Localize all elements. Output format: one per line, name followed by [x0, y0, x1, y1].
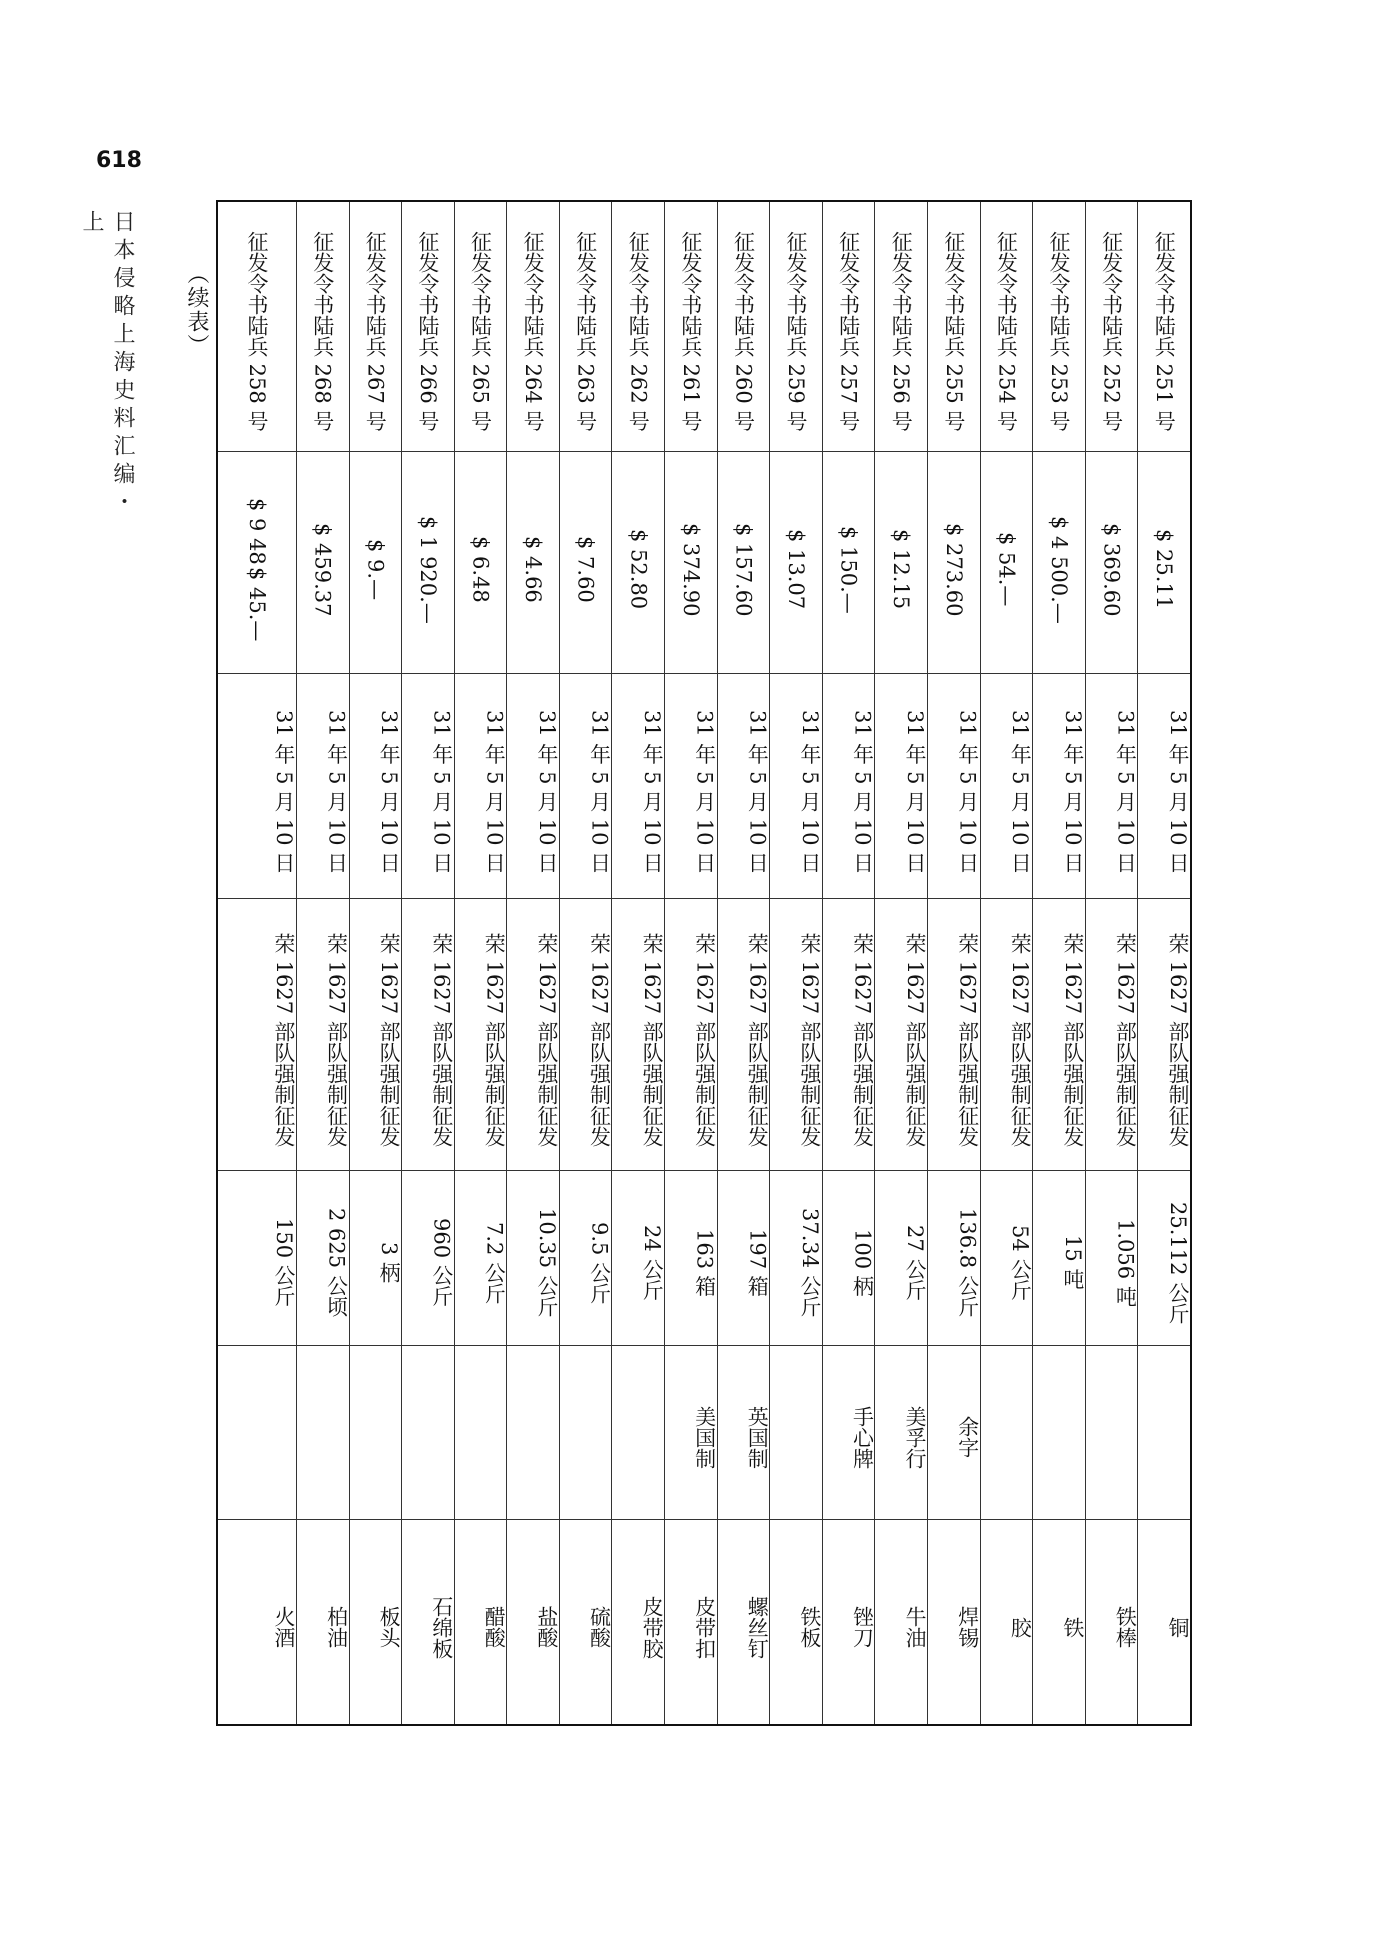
table-row	[822, 202, 875, 1724]
brand-cell	[770, 1346, 822, 1521]
document-cell: 征发令书陆兵 262 号	[612, 202, 664, 452]
document-cell: 征发令书陆兵 251 号	[1138, 202, 1190, 452]
amount-value: $ 9.—	[363, 538, 388, 601]
date-cell: 31 年 5 月 10 日	[665, 674, 717, 899]
brand-cell: 美国制	[665, 1346, 717, 1521]
item-cell: 铜	[1166, 1616, 1190, 1638]
document-cell: 征发令书陆兵 266 号	[402, 202, 454, 452]
amount-value: $ 7.60	[573, 536, 598, 603]
quantity-cell: 163 箱	[665, 1171, 717, 1346]
table-row	[1085, 202, 1138, 1724]
table-row	[874, 202, 927, 1724]
date-cell: 31 年 5 月 10 日	[928, 674, 980, 899]
document-cell: 征发令书陆兵 254 号	[981, 202, 1033, 452]
item-cell: 铁板	[797, 1606, 822, 1649]
document-cell: 征发令书陆兵 257 号	[823, 202, 875, 452]
item-cell: 牛油	[903, 1606, 928, 1649]
quantity-cell: 10.35 公斤	[507, 1171, 559, 1346]
date-cell: 31 年 5 月 10 日	[1033, 674, 1085, 899]
date-cell: 31 年 5 月 10 日	[612, 674, 664, 899]
amount-cell	[770, 452, 822, 675]
table-row	[218, 202, 296, 1724]
amount-value: $ 12.15	[889, 529, 914, 610]
table-row	[349, 202, 402, 1724]
method-cell: 荣 1627 部队强制征发	[402, 899, 454, 1171]
date-cell: 31 年 5 月 10 日	[1138, 674, 1190, 899]
brand-cell: 手心牌	[823, 1346, 875, 1521]
table-row	[401, 202, 454, 1724]
method-cell: 荣 1627 部队强制征发	[823, 899, 875, 1171]
item-cell: 板头	[377, 1606, 402, 1649]
brand-cell	[1033, 1346, 1085, 1521]
amount-cell	[1086, 452, 1138, 675]
method-cell: 荣 1627 部队强制征发	[612, 899, 664, 1171]
method-cell: 荣 1627 部队强制征发	[875, 899, 927, 1171]
amount-cell	[560, 452, 612, 675]
continued-label: （续表）	[184, 262, 209, 358]
amount-value: $ 4 500.—	[1047, 515, 1072, 624]
amount-cell	[875, 452, 927, 675]
table-row	[506, 202, 559, 1724]
brand-cell	[350, 1346, 402, 1521]
item-cell: 盐酸	[534, 1606, 559, 1649]
amount-value: $ 369.60	[1099, 522, 1124, 617]
method-cell: 荣 1627 部队强制征发	[981, 899, 1033, 1171]
document-cell: 征发令书陆兵 259 号	[770, 202, 822, 452]
document-cell: 征发令书陆兵 252 号	[1086, 202, 1138, 452]
method-cell: 荣 1627 部队强制征发	[665, 899, 717, 1171]
amount-cell	[350, 452, 402, 675]
document-cell: 征发令书陆兵 264 号	[507, 202, 559, 452]
document-cell: 征发令书陆兵 261 号	[665, 202, 717, 452]
brand-cell	[455, 1346, 507, 1521]
date-cell: 31 年 5 月 10 日	[507, 674, 559, 899]
quantity-cell: 197 箱	[718, 1171, 770, 1346]
amount-value: $ 52.80	[626, 529, 651, 610]
page-number: 618	[96, 148, 142, 173]
method-cell: 荣 1627 部队强制征发	[455, 899, 507, 1171]
quantity-cell: 27 公斤	[875, 1171, 927, 1346]
amount-cell	[612, 452, 664, 675]
amount-value: $ 45.—	[244, 566, 269, 642]
method-cell: 荣 1627 部队强制征发	[770, 899, 822, 1171]
date-cell: 31 年 5 月 10 日	[981, 674, 1033, 899]
table-row	[1137, 202, 1190, 1724]
amount-cell	[1138, 452, 1190, 675]
table-row	[454, 202, 507, 1724]
method-cell: 荣 1627 部队强制征发	[560, 899, 612, 1171]
table-row	[927, 202, 980, 1724]
brand-cell: 英国制	[718, 1346, 770, 1521]
brand-cell	[218, 1346, 296, 1521]
table-row	[1032, 202, 1085, 1724]
item-cell: 胶	[1008, 1616, 1033, 1638]
item-cell: 皮带胶	[640, 1595, 665, 1659]
document-cell: 征发令书陆兵 263 号	[560, 202, 612, 452]
quantity-cell: 150 公斤	[218, 1171, 296, 1346]
amount-value: $ 150.—	[836, 525, 861, 614]
brand-cell	[402, 1346, 454, 1521]
brand-cell	[981, 1346, 1033, 1521]
brand-cell	[1138, 1346, 1190, 1521]
brand-cell: 余字	[928, 1346, 980, 1521]
amount-cell	[718, 452, 770, 675]
table-row	[664, 202, 717, 1724]
method-cell: 荣 1627 部队强制征发	[218, 899, 296, 1171]
method-cell: 荣 1627 部队强制征发	[1033, 899, 1085, 1171]
method-cell: 荣 1627 部队强制征发	[1086, 899, 1138, 1171]
amount-value: $ 157.60	[731, 522, 756, 617]
document-cell: 征发令书陆兵 267 号	[350, 202, 402, 452]
date-cell: 31 年 5 月 10 日	[455, 674, 507, 899]
amount-cell	[507, 452, 559, 675]
brand-cell	[612, 1346, 664, 1521]
date-cell: 31 年 5 月 10 日	[560, 674, 612, 899]
table-row	[296, 202, 349, 1724]
table-row	[717, 202, 770, 1724]
document-cell: 征发令书陆兵 265 号	[455, 202, 507, 452]
item-cell: 螺丝钉	[745, 1595, 770, 1659]
item-cell: 铁	[1060, 1616, 1085, 1638]
date-cell: 31 年 5 月 10 日	[350, 674, 402, 899]
brand-cell	[560, 1346, 612, 1521]
date-cell: 31 年 5 月 10 日	[770, 674, 822, 899]
quantity-cell: 3 柄	[350, 1171, 402, 1346]
quantity-cell: 960 公斤	[402, 1171, 454, 1346]
document-cell: 征发令书陆兵 268 号	[297, 202, 349, 452]
method-cell: 荣 1627 部队强制征发	[1138, 899, 1190, 1171]
brand-cell	[297, 1346, 349, 1521]
quantity-cell: 54 公斤	[981, 1171, 1033, 1346]
document-cell: 征发令书陆兵 256 号	[875, 202, 927, 452]
quantity-cell: 9.5 公斤	[560, 1171, 612, 1346]
date-cell: 31 年 5 月 10 日	[875, 674, 927, 899]
amount-cell	[455, 452, 507, 675]
amount-cell	[218, 452, 296, 675]
quantity-cell: 15 吨	[1033, 1171, 1085, 1346]
table-row	[769, 202, 822, 1724]
book-title: 日本侵略上海史料汇编・上	[79, 210, 135, 518]
amount-cell	[402, 452, 454, 675]
amount-value: $ 25.11	[1152, 529, 1177, 610]
method-cell: 荣 1627 部队强制征发	[507, 899, 559, 1171]
quantity-cell: 25.112 公斤	[1138, 1171, 1190, 1346]
amount-value: $ 374.90	[678, 522, 703, 617]
document-cell: 征发令书陆兵 258 号	[218, 202, 296, 452]
amount-value: $ 6.48	[468, 536, 493, 603]
document-cell: 征发令书陆兵 255 号	[928, 202, 980, 452]
method-cell: 荣 1627 部队强制征发	[297, 899, 349, 1171]
item-cell: 铁棒	[1113, 1606, 1138, 1649]
table-row	[611, 202, 664, 1724]
item-cell: 锉刀	[850, 1606, 875, 1649]
amount-cell	[981, 452, 1033, 675]
amount-cell	[665, 452, 717, 675]
date-cell: 31 年 5 月 10 日	[823, 674, 875, 899]
item-cell: 醋酸	[482, 1606, 507, 1649]
date-cell: 31 年 5 月 10 日	[402, 674, 454, 899]
item-cell: 石绵板	[429, 1595, 454, 1659]
item-cell: 硫酸	[587, 1606, 612, 1649]
brand-cell	[507, 1346, 559, 1521]
amount-value: $ 459.37	[310, 522, 335, 617]
quantity-cell: 37.34 公斤	[770, 1171, 822, 1346]
amount-value: $ 1 920.—	[415, 515, 440, 624]
date-cell: 31 年 5 月 10 日	[1086, 674, 1138, 899]
date-cell: 31 年 5 月 10 日	[218, 674, 296, 899]
amount-value: $ 54.—	[994, 532, 1019, 607]
method-cell: 荣 1627 部队强制征发	[350, 899, 402, 1171]
amount-cell	[297, 452, 349, 675]
quantity-cell: 7.2 公斤	[455, 1171, 507, 1346]
method-cell: 荣 1627 部队强制征发	[718, 899, 770, 1171]
amount-value-secondary: $ 9 48	[244, 497, 269, 565]
quantity-cell: 1.056 吨	[1086, 1171, 1138, 1346]
amount-cell	[823, 452, 875, 675]
quantity-cell: 136.8 公斤	[928, 1171, 980, 1346]
amount-value: $ 4.66	[521, 536, 546, 603]
item-cell: 皮带扣	[692, 1595, 717, 1659]
table-row	[559, 202, 612, 1724]
table-row	[980, 202, 1033, 1724]
document-cell: 征发令书陆兵 260 号	[718, 202, 770, 452]
date-cell: 31 年 5 月 10 日	[718, 674, 770, 899]
brand-cell: 美孚行	[875, 1346, 927, 1521]
quantity-cell: 100 柄	[823, 1171, 875, 1346]
item-cell: 火酒	[271, 1606, 296, 1649]
amount-cell	[928, 452, 980, 675]
requisition-table	[216, 200, 1192, 1726]
quantity-cell: 24 公斤	[612, 1171, 664, 1346]
amount-cell	[1033, 452, 1085, 675]
item-cell: 柏油	[324, 1606, 349, 1649]
document-cell: 征发令书陆兵 253 号	[1033, 202, 1085, 452]
amount-value: $ 13.07	[784, 529, 809, 610]
method-cell: 荣 1627 部队强制征发	[928, 899, 980, 1171]
brand-cell	[1086, 1346, 1138, 1521]
date-cell: 31 年 5 月 10 日	[297, 674, 349, 899]
item-cell: 焊锡	[955, 1606, 980, 1649]
quantity-cell: 2 625 公顷	[297, 1171, 349, 1346]
amount-value: $ 273.60	[941, 522, 966, 617]
